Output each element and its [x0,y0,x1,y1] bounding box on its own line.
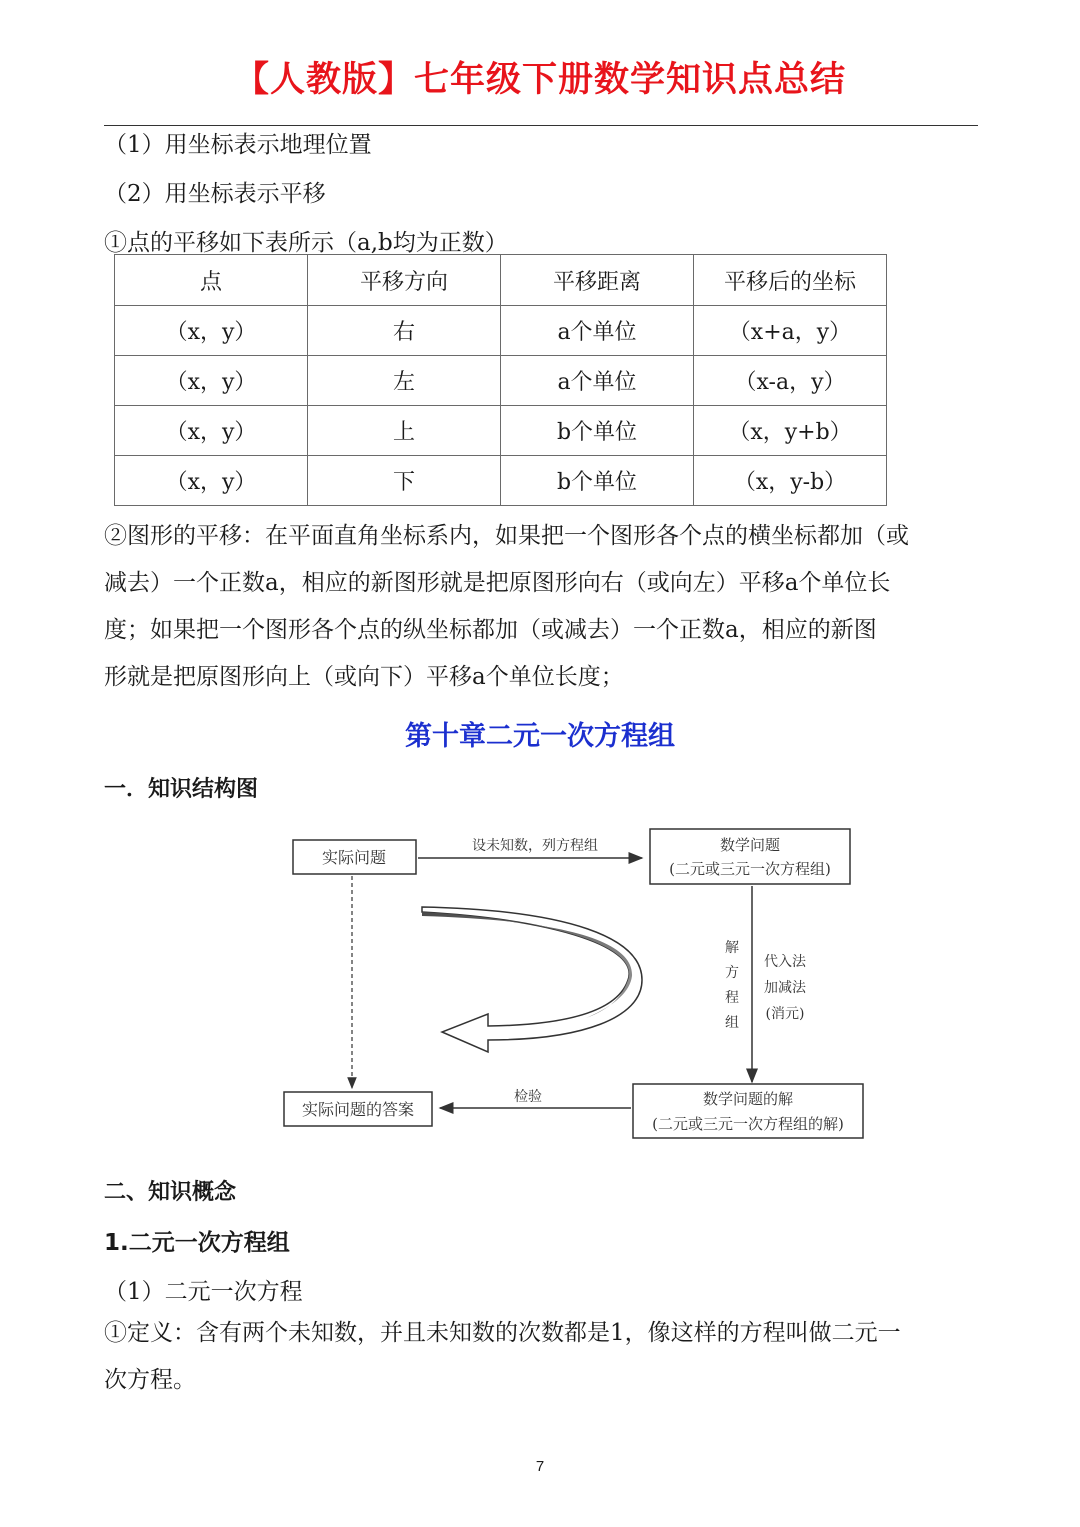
table-cell: 下 [308,456,501,506]
table-cell: （x+a，y） [694,306,887,356]
paragraph-line: ②图形的平移：在平面直角坐标系内，如果把一个图形各个点的横坐标都加（或 [104,523,909,549]
table-cell: （x，y+b） [694,406,887,456]
math-solution-label: 数学问题的解 [702,1090,794,1108]
math-solution-sublabel: (二元或三元一次方程组的解) [652,1115,844,1133]
real-problem-box [293,840,416,874]
methods-labels [764,953,807,1022]
table-cell: （x，y） [115,406,308,456]
table-row [115,406,887,456]
vertical-char: 组 [725,1015,739,1031]
math-solution-box [633,1084,863,1138]
item-coordinate-translation: （2）用坐标表示平移 [104,181,326,207]
table-cell: b个单位 [501,406,694,456]
table-cell: 右 [308,306,501,356]
knowledge-structure-diagram [270,820,880,1140]
real-answer-box [284,1092,432,1126]
elimination-note-label: (消元) [765,1006,805,1022]
paragraph-line: ①定义：含有两个未知数，并且未知数的次数都是1，像这样的方程叫做二元一 [104,1320,901,1346]
substitution-method-label: 代入法 [764,954,806,970]
paragraph-line: 次方程。 [104,1367,196,1393]
vertical-char: 方 [725,965,739,981]
table-row [115,306,887,356]
table-header-cell: 平移距离 [501,255,694,306]
paragraph-line: 形就是把原图形向上（或向下）平移a个单位长度； [104,664,624,690]
definition-paragraph [104,1310,978,1404]
set-unknowns-label: 设未知数，列方程组 [472,838,598,854]
table-cell: （x，y-b） [694,456,887,506]
subsection-heading: 1.二元一次方程组 [104,1230,290,1256]
math-problem-box [650,829,850,884]
solve-equations-vertical-label [725,940,739,1031]
table-header-cell: 平移后的坐标 [694,255,887,306]
section-heading-structure: 一．知识结构图 [104,777,259,802]
table-cell: （x，y） [115,356,308,406]
table-header-cell: 平移方向 [308,255,501,306]
table-row [115,356,887,406]
vertical-char: 程 [725,990,739,1006]
subsection-item: （1）二元一次方程 [104,1279,303,1305]
table-cell: a个单位 [501,356,694,406]
paragraph-line: 减去）一个正数a，相应的新图形就是把原图形向右（或向左）平移a个单位长 [104,570,891,596]
math-problem-sublabel: (二元或三元一次方程组) [669,860,831,878]
check-label: 检验 [514,1089,542,1105]
page-title: 【人教版】七年级下册数学知识点总结 [233,60,846,100]
table-cell: （x，y） [115,306,308,356]
paragraph-line: 度；如果把一个图形各个点的纵坐标都加（或减去）一个正数a，相应的新图 [104,617,877,643]
table-intro: ①点的平移如下表所示（a,b均为正数） [104,230,508,256]
real-problem-label: 实际问题 [321,848,387,867]
table-header-row [115,255,887,306]
table-cell: 上 [308,406,501,456]
item-geographic-location: （1）用坐标表示地理位置 [104,132,372,158]
elimination-method-label: 加减法 [764,980,806,996]
vertical-char: 解 [725,940,739,956]
table-header-cell: 点 [115,255,308,306]
real-answer-label: 实际问题的答案 [301,1100,415,1119]
table-cell: 左 [308,356,501,406]
math-problem-label: 数学问题 [719,836,781,854]
translation-table [114,254,887,506]
table-cell: b个单位 [501,456,694,506]
table-cell: a个单位 [501,306,694,356]
section-heading-concepts: 二、知识概念 [104,1180,237,1205]
table-cell: （x-a，y） [694,356,887,406]
curved-return-arrow [422,907,642,1052]
page-number: 7 [535,1458,545,1475]
table-cell: （x，y） [115,456,308,506]
table-row [115,456,887,506]
chapter-title: 第十章二元一次方程组 [405,721,675,752]
shape-translation-paragraph [104,513,978,701]
